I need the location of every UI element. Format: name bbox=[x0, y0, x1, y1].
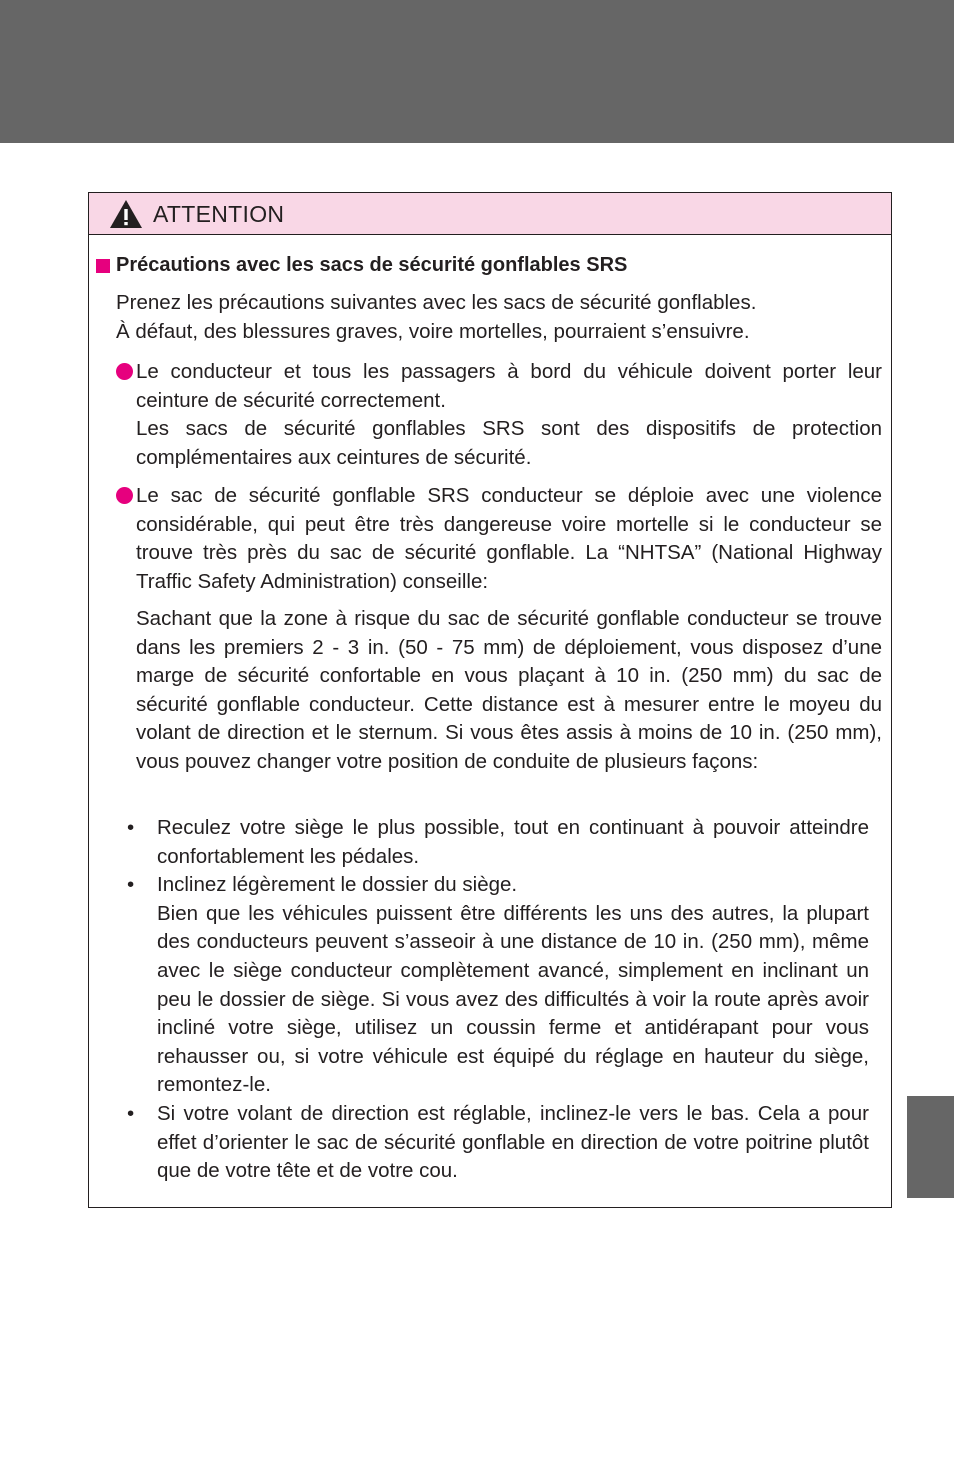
chapter-side-tab bbox=[907, 1096, 954, 1198]
circle-bullet-icon bbox=[116, 487, 133, 504]
attention-label: ATTENTION bbox=[153, 200, 285, 227]
bullet-text: Inclinez légèrement le dossier du siège. bbox=[157, 873, 518, 897]
list-item-driver-airbag bbox=[116, 482, 882, 596]
dot-bullet-icon: • bbox=[127, 873, 135, 897]
bullet-item bbox=[123, 814, 869, 871]
attention-box bbox=[88, 192, 892, 1208]
square-bullet-icon bbox=[96, 259, 110, 273]
list-item-text: Le conducteur et tous les passagers à bord du véhicule doivent porter leur ceinture de sécurité correctement. bbox=[136, 360, 882, 412]
section-title bbox=[96, 254, 627, 277]
nhtsa-paragraph: Sachant que la zone à risque du sac de sécurité gonflable conducteur se trouve dans les premiers 2 - 3 in. (50 - 75 mm) de déploiement, vous disposez d’une marge de sécurité confortable en vous plaçant à 10 in. (250 mm) du sac de sécurité gonflable conducteur. Cette distance est à mesurer entre le moyeu du volant de direction et le sternum. Si vous êtes assis à moins de 10 in. (250 mm), vous pouvez changer votre position de conduite de plusieurs façons: bbox=[136, 607, 882, 773]
attention-header bbox=[89, 193, 891, 235]
section-title-text: Précautions avec les sacs de sécurité gonflables SRS bbox=[116, 254, 628, 276]
intro-line-1: Prenez les précautions suivantes avec les sacs de sécurité gonflables. bbox=[116, 291, 757, 314]
dot-bullet-icon: • bbox=[127, 816, 135, 839]
list-item-seatbelt bbox=[116, 358, 882, 472]
top-header-bar bbox=[0, 0, 954, 143]
dot-bullet-icon: • bbox=[127, 1101, 135, 1125]
list-item-text: Les sacs de sécurité gonflables SRS sont des dispositifs de protection complémentaires aux ceintures de sécurité. bbox=[136, 417, 882, 469]
intro-line-2: À défaut, des blessures graves, voire mortelles, pourraient s’ensuivre. bbox=[116, 319, 750, 343]
list-item-text: Le sac de sécurité gonflable SRS conducteur se déploie avec une violence considérable, qui peut être très dangereuse voire mortelle si le conducteur se trouve très près du sac de sécurité gonflable. La “NHTSA” (National Highway Traffic Safety Administration) conseille: bbox=[136, 484, 882, 593]
bullet-text: Reculez votre siège le plus possible, tout en continuant à pouvoir atteindre confortablement les pédales. bbox=[157, 816, 869, 868]
bullet-text: Si votre volant de direction est réglable, inclinez-le vers le bas. Cela a pour effet d’orienter le sac de sécurité gonflable en direction de votre poitrine plutôt que de votre tête et de votre cou. bbox=[157, 1101, 869, 1183]
warning-triangle-icon bbox=[109, 199, 143, 229]
bullet-item bbox=[123, 871, 869, 1100]
bullet-list bbox=[123, 814, 869, 1186]
bullet-detail-text: Bien que les véhicules puissent être différents les uns des autres, la plupart des conducteurs peuvent s’asseoir à une distance de 10 in. (250 mm), même avec le siège conducteur complètement avancé, simplement en inclinant un peu le dossier de siège. Si vous avez des difficultés à voir la route après avoir incliné votre siège, utilisez un coussin ferme et antidérapant pour vous rehausser ou, si votre véhicule est équipé du réglage en hauteur du siège, remontez-le. bbox=[157, 901, 869, 1097]
circle-bullet-icon bbox=[116, 363, 133, 380]
bullet-item bbox=[123, 1100, 869, 1186]
intro-text bbox=[116, 289, 856, 346]
